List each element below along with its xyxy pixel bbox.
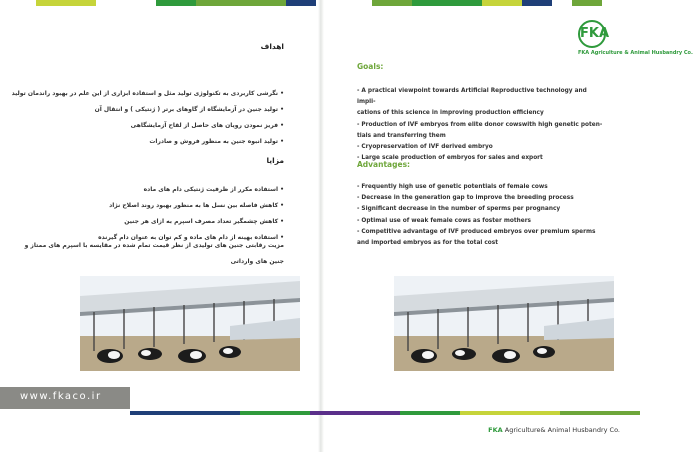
cow-barn-photo-right <box>394 276 614 371</box>
top-color-bar-right <box>372 0 602 6</box>
fa-advantages-list <box>98 182 284 246</box>
en-goal-line: - A practical viewpoint towards Artificial Reproductive technology and impli- <box>357 88 587 106</box>
footer-company-name: Agriculture& Animal Husbandry Co. <box>504 426 620 434</box>
fa-advantage-item: • کاهش چشمگیر تعداد مصرف اسپرم به ازای هر جنین <box>124 218 284 225</box>
fa-goals-heading: اهداف <box>260 42 284 51</box>
en-goal-line: tials and transferring them <box>357 132 446 139</box>
logo-mark: FKA <box>578 20 606 48</box>
cow-barn-photo-left <box>80 276 300 371</box>
fa-goal-item: • نگرشی کاربردی به تکنولوژی تولید مثل و استفاده ابزاری از این علم در بهبود راندمان تولید <box>11 90 284 97</box>
en-advantage-line: - Optimal use of weak female cows as foster mothers <box>357 217 531 224</box>
website-url[interactable]: www.fkaco.ir <box>20 391 102 402</box>
fa-advantage-paragraph: مزیت رقابتی جنین های تولیدی از نظر قیمت تمام شده در مقایسه با اسپرم های ممتاز و جنین های وارداتی <box>24 242 284 265</box>
en-advantage-line: - Competitive advantage of IVF produced embryos over premium sperms <box>357 228 596 235</box>
fa-advantage-item: • کاهش فاصله بین نسل ها به منظور بهبود روند اصلاح نژاد <box>109 202 284 209</box>
logo-name: FKA Agriculture & Animal Husbandry Co. <box>578 50 693 56</box>
fa-goal-item: • تولید انبوه جنین به منظور فروش و صادرات <box>149 138 284 145</box>
page-fold <box>318 0 324 452</box>
en-goal-line: - Production of IVF embryos from elite donor cowswith high genetic poten- <box>357 121 603 128</box>
en-advantage-line: - Significant decrease in the number of sperms per prognancy <box>357 206 561 213</box>
en-advantages-list <box>357 182 607 249</box>
en-goal-line: - Cryopreservation of IVF derived embryo <box>357 144 493 151</box>
en-advantage-line: - Decrease in the generation gap to improve the breeding process <box>357 195 574 202</box>
en-goals-list <box>357 86 607 164</box>
fa-advantages-heading: مزایا <box>266 156 284 165</box>
en-advantages-heading: Advantages: <box>357 160 411 169</box>
bottom-color-bar <box>130 411 640 415</box>
en-advantage-line: - Frequently high use of genetic potentials of female cows <box>357 184 548 190</box>
fa-goal-item: • تولید جنین در آزمایشگاه از گاوهای برتر ( ژنتیکی ) و انتقال آن <box>94 106 284 113</box>
fa-goal-item: • فریز نمودن رویان های حاصل از لقاح آزمایشگاهی <box>130 122 284 129</box>
fa-goals-list <box>12 86 284 150</box>
fa-advantage-item: • استفاده مکرر از ظرفیت ژنتیکی دام های ماده <box>143 186 284 193</box>
footer-company <box>488 426 620 434</box>
top-color-bar-left <box>36 0 316 6</box>
en-advantage-line: and imported embryos as for the total cost <box>357 240 498 247</box>
en-goal-line: - Large scale production of embryos for sales and export <box>357 155 543 162</box>
footer-brand: FKA <box>488 426 503 434</box>
fa-advantage-item: • استفاده بهینه از دام های ماده و کم توان به عنوان دام گیرنده <box>98 234 284 241</box>
en-goals-heading: Goals: <box>357 62 384 71</box>
company-logo <box>578 20 693 56</box>
en-goal-line: cations of this science in improving production efficiency <box>357 110 544 117</box>
